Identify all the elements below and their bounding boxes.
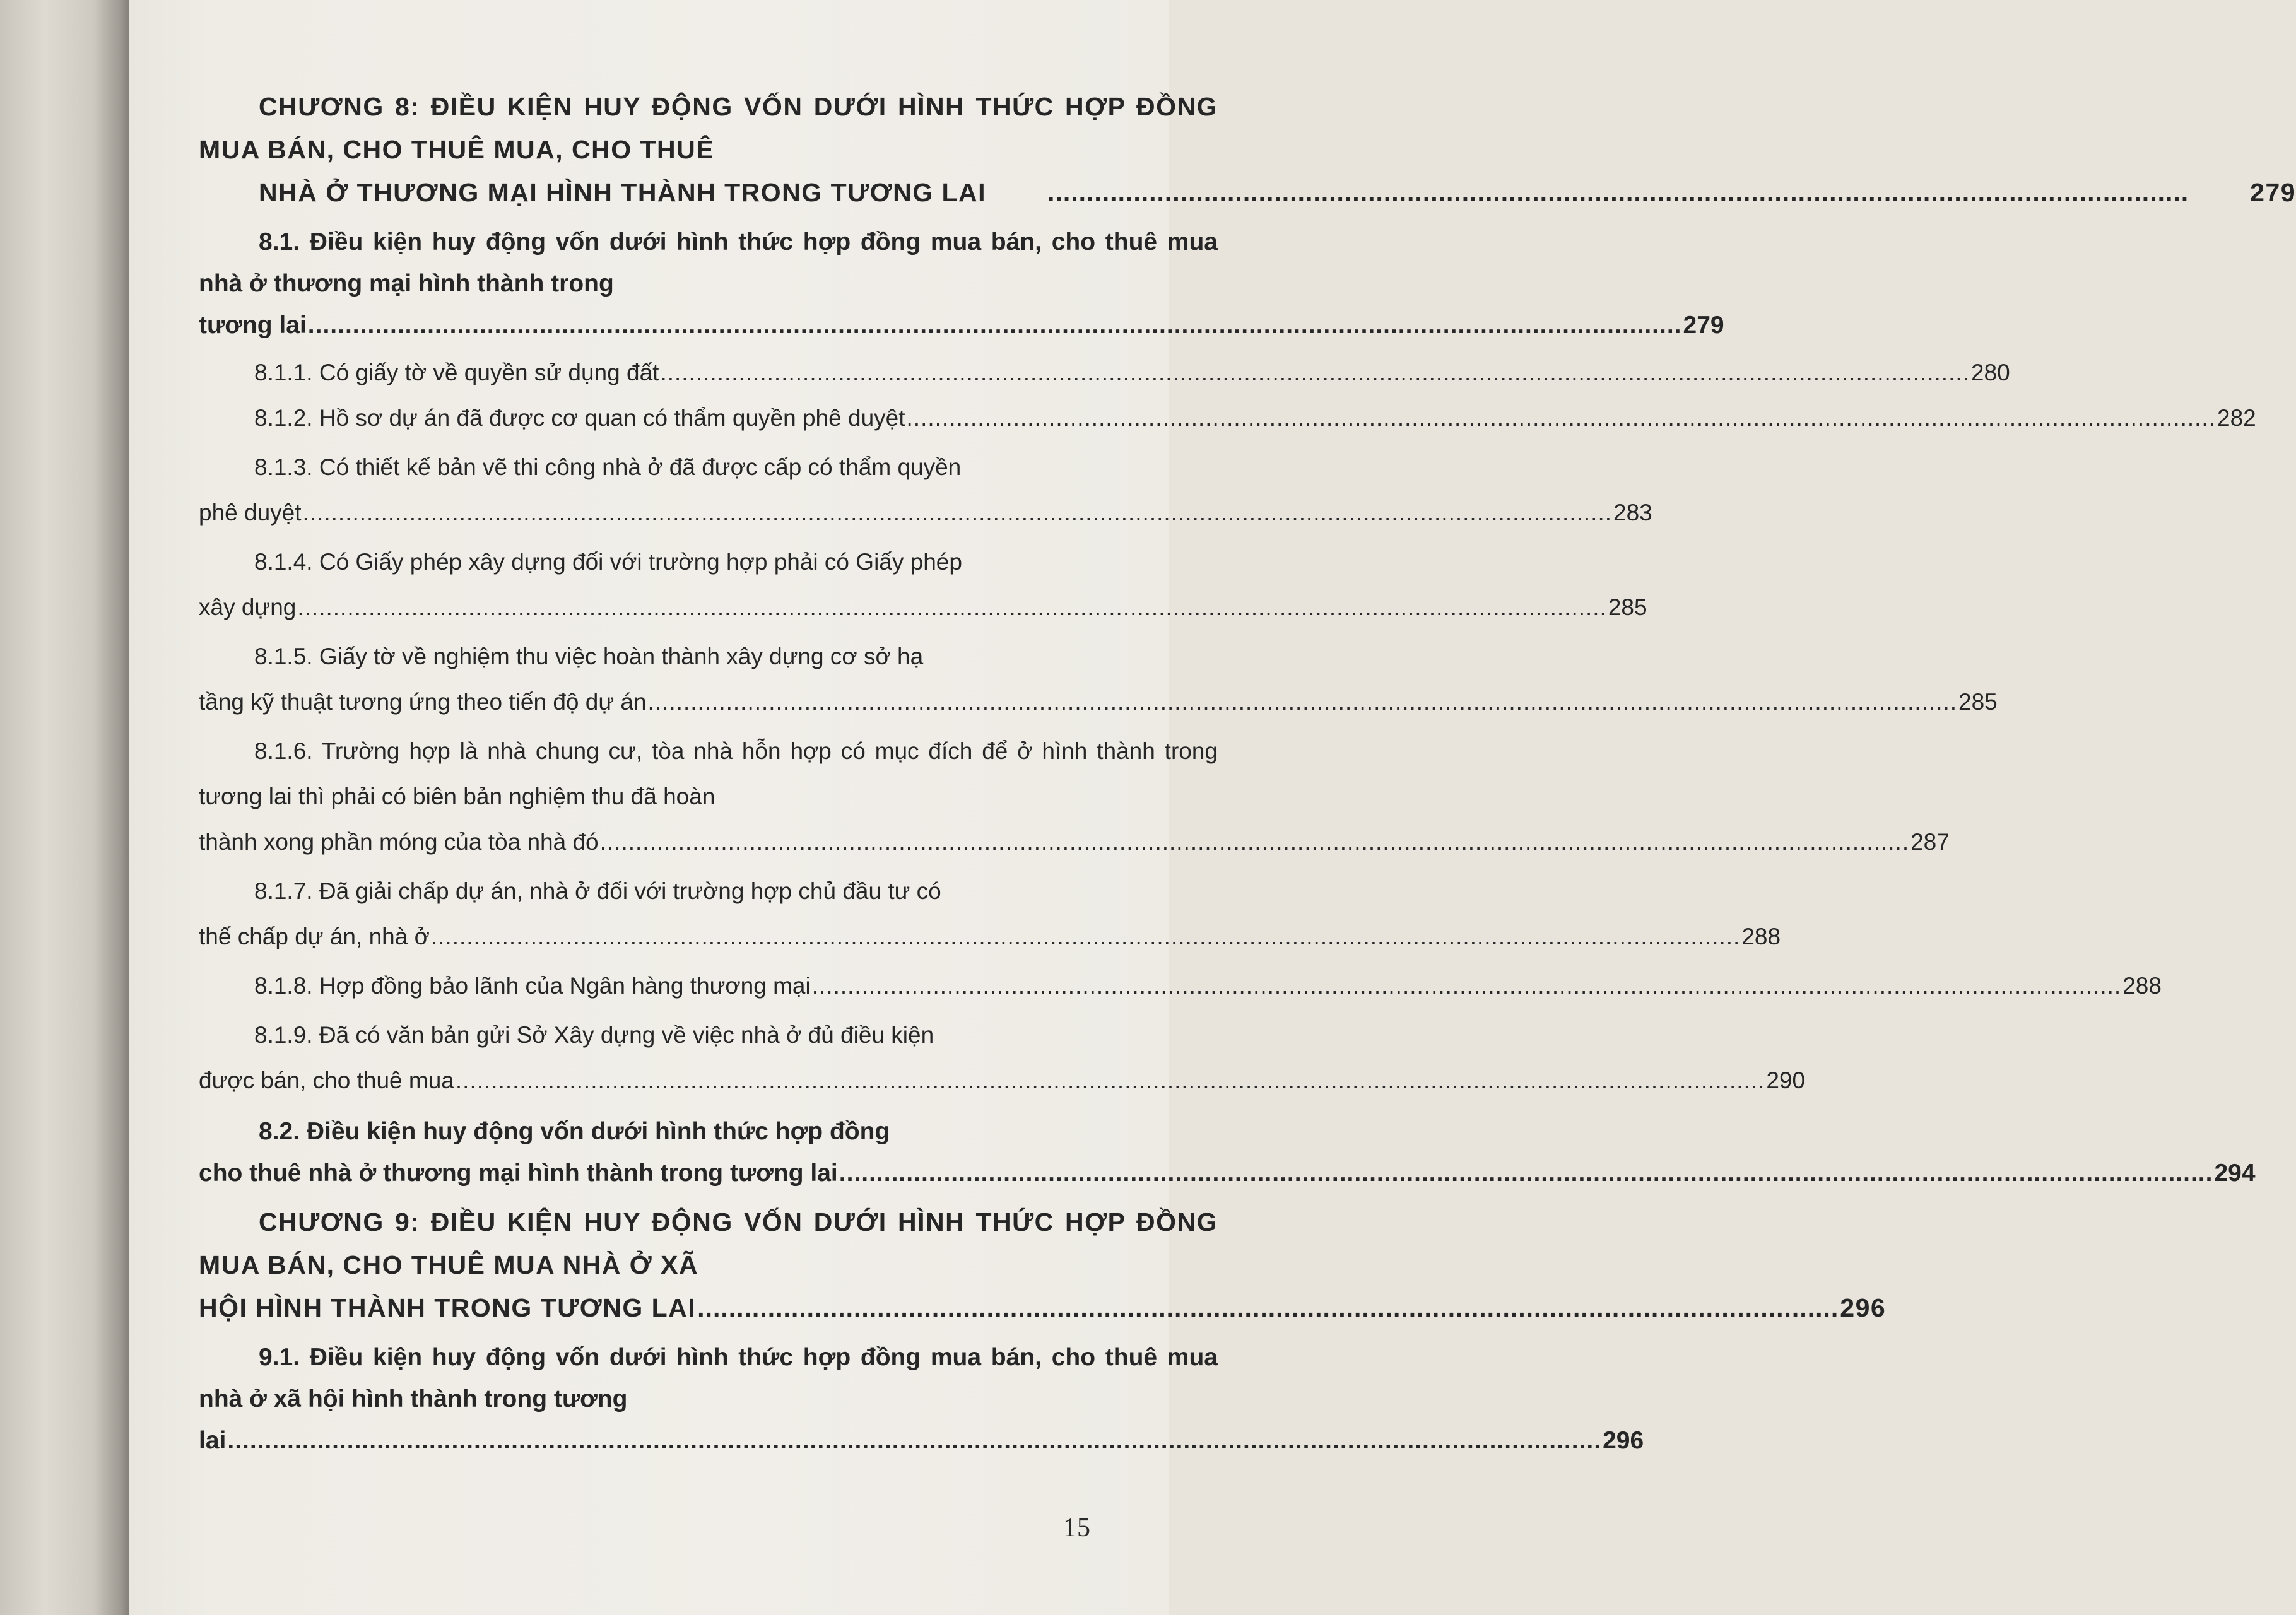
toc-entry-8-2 — [199, 1111, 2256, 1194]
toc-entry-title-end: HỘI HÌNH THÀNH TRONG TƯƠNG LAI — [199, 1293, 697, 1322]
toc-entry-title-end: tầng kỹ thuật tương ứng theo tiến độ dự án — [199, 689, 647, 715]
dot-leader: ........................................................................................................................................................................................ — [307, 312, 1682, 339]
toc-entry-title: 8.1. Điều kiện huy động vốn dưới hình thức hợp đồng mua bán, cho thuê mua nhà ở thương mại hình thành trong — [199, 228, 1218, 297]
toc-entry-title: 8.1.6. Trường hợp là nhà chung cư, tòa nhà hỗn hợp có mục đích để ở hình thành trong tương lai thì phải có biên bản nghiệm thu đã hoàn — [199, 738, 1218, 809]
dot-leader: ........................................................................................................................................................................................ — [430, 924, 1741, 949]
toc-page-number: 290 — [1766, 1067, 1806, 1093]
toc-entry-title-end: phê duyệt — [199, 500, 302, 526]
toc-page-number: 280 — [1970, 360, 2010, 385]
dot-leader: ........................................................................................................................................................................................ — [839, 1160, 2213, 1187]
toc-entry-title-end: thành xong phần móng của tòa nhà đó — [199, 829, 599, 855]
toc-page-number: 287 — [1910, 829, 1950, 855]
dot-leader: .................................................................................................................................................. — [697, 1293, 1839, 1322]
toc-entry-8-1-6 — [199, 729, 1950, 865]
toc-entry-title-end: xây dựng — [199, 594, 297, 620]
dot-leader: ........................................................................................................................................................................................ — [302, 500, 1613, 526]
dot-leader: ........................................................................................................................................................................................ — [227, 1427, 1602, 1454]
toc-entry-title: 8.1.7. Đã giải chấp dự án, nhà ở đối với trường hợp chủ đầu tư có — [254, 878, 941, 904]
toc-entry-title: 8.1.3. Có thiết kế bản vẽ thi công nhà ở đã được cấp có thẩm quyền — [254, 454, 962, 480]
toc-entry-title: 8.2. Điều kiện huy động vốn dưới hình thức hợp đồng — [259, 1118, 890, 1145]
dot-leader: ........................................................................................................................................................................................ — [455, 1067, 1765, 1093]
toc-entry-8-1-8 — [199, 963, 2162, 1009]
toc-entry-title: 8.1.2. Hồ sơ dự án đã được cơ quan có thẩm quyền phê duyệt — [254, 405, 905, 431]
toc-page-number: 285 — [1958, 689, 1998, 715]
toc-entry-chapter-8 — [199, 85, 2296, 214]
toc-entry-8-1-4 — [199, 539, 1647, 630]
toc-entry-8-1-9 — [199, 1013, 1806, 1103]
dot-leader: ........................................................................................................................................................................................ — [297, 594, 1607, 620]
toc-page-number: 296 — [1840, 1293, 1887, 1322]
toc-page-number: 294 — [2214, 1160, 2256, 1187]
toc-entry-title-end: tương lai — [199, 312, 307, 339]
toc-entry-8-1-5 — [199, 634, 1998, 725]
toc-entry-chapter-9 — [199, 1201, 1887, 1329]
toc-page-number: 279 — [2250, 178, 2296, 207]
toc-entry-title-end: lai — [199, 1427, 227, 1454]
dot-leader: ........................................................................................................................................................................................ — [647, 689, 1958, 715]
toc-page-number: 288 — [1741, 924, 1781, 949]
toc-page-number: 283 — [1613, 500, 1652, 526]
toc-entry-8-1-3 — [199, 445, 1652, 536]
dot-leader: ........................................................................................................................................................................................ — [599, 829, 1910, 855]
toc-entry-title: 9.1. Điều kiện huy động vốn dưới hình thức hợp đồng mua bán, cho thuê mua nhà ở xã hội hình thành trong tương — [199, 1344, 1218, 1412]
toc-entry-8-1-2 — [199, 396, 2256, 441]
dot-leader: ........................................................................................................................................................................................ — [811, 973, 2122, 999]
toc-entry-8-1-1 — [199, 350, 2010, 396]
toc-page-number: 282 — [2217, 405, 2256, 431]
gutter-shadow — [95, 0, 132, 1615]
toc-entry-title: CHƯƠNG 9: ĐIỀU KIỆN HUY ĐỘNG VỐN DƯỚI HÌNH THỨC HỢP ĐỒNG MUA BÁN, CHO THUÊ MUA NHÀ Ở XÃ — [199, 1207, 1218, 1279]
toc-entry-title-end: thế chấp dự án, nhà ở — [199, 924, 430, 949]
toc-entry-title: 8.1.5. Giấy tờ về nghiệm thu việc hoàn thành xây dựng cơ sở hạ — [254, 643, 924, 669]
toc-page-number: 288 — [2122, 973, 2162, 999]
toc-page-number: 285 — [1608, 594, 1647, 620]
toc-entry-title-end: NHÀ Ở THƯƠNG MẠI HÌNH THÀNH TRONG TƯƠNG LAI — [259, 178, 987, 207]
page-number: 15 — [1063, 1513, 1091, 1542]
dot-leader: .................................................................................................................................................. — [1047, 178, 2189, 207]
toc-entry-title-end: cho thuê nhà ở thương mại hình thành trong tương lai — [199, 1160, 838, 1187]
toc-page-number: 279 — [1683, 312, 1724, 339]
toc-entry-9-1 — [199, 1337, 1644, 1462]
toc-entry-title: 8.1.1. Có giấy tờ về quyền sử dụng đất — [254, 360, 659, 385]
dot-leader: ........................................................................................................................................................................................ — [906, 405, 2216, 431]
toc-entry-title: 8.1.8. Hợp đồng bảo lãnh của Ngân hàng thương mại — [254, 973, 811, 999]
toc-entry-title-end: được bán, cho thuê mua — [199, 1067, 454, 1093]
dot-leader: ........................................................................................................................................................................................ — [660, 360, 1970, 385]
table-of-contents — [199, 85, 2296, 1462]
toc-entry-title: 8.1.4. Có Giấy phép xây dựng đối với trường hợp phải có Giấy phép — [254, 549, 962, 575]
toc-entry-8-1-7 — [199, 869, 1781, 960]
book-page — [129, 0, 2296, 1615]
toc-entry-title: 8.1.9. Đã có văn bản gửi Sở Xây dựng về việc nhà ở đủ điều kiện — [254, 1022, 934, 1048]
toc-entry-title: CHƯƠNG 8: ĐIỀU KIỆN HUY ĐỘNG VỐN DƯỚI HÌNH THỨC HỢP ĐỒNG MUA BÁN, CHO THUÊ MUA, CHO THUÊ — [199, 92, 1218, 164]
toc-entry-8-1 — [199, 221, 1724, 346]
toc-page-number: 296 — [1603, 1427, 1644, 1454]
